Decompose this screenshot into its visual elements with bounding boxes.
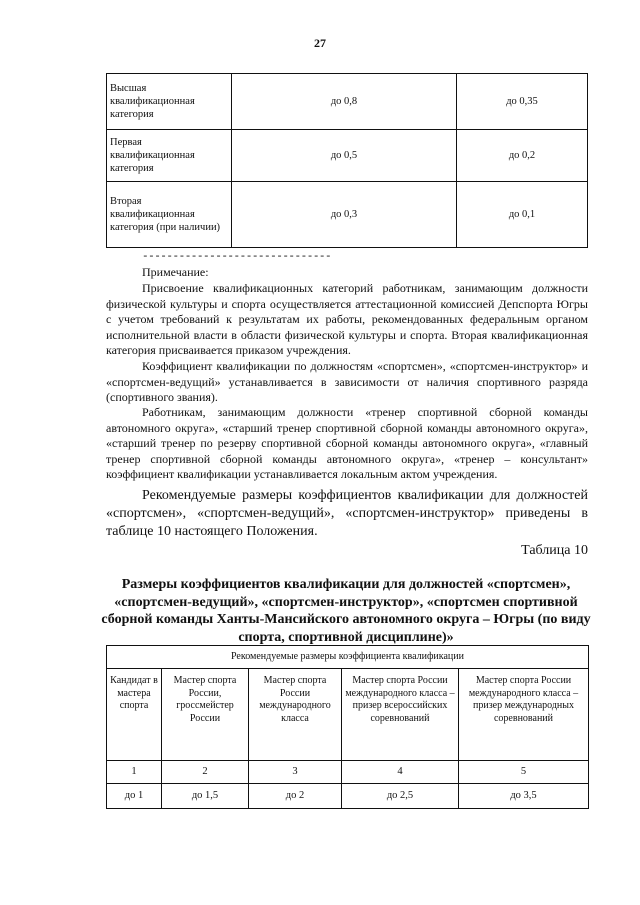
table-caption: Размеры коэффициентов квалификации для должностей «спортсмен», «спортсмен-ведущий», «спортсмен-инструктор», «спортсмен спортивной сборной команды Ханты-Мансийского автономного округа – Югры (по виду спорта, спортивной дисциплине)» (101, 577, 591, 645)
column-title: Мастер спорта России международного класса (249, 669, 342, 761)
column-title: Мастер спорта России международного класса – призер международных соревнований (459, 669, 589, 761)
table-row (107, 761, 589, 784)
coefficient-value: до 0,1 (457, 182, 588, 248)
note-heading: Примечание: (142, 265, 209, 279)
column-title: Мастер спорта России международного класса – призер всероссийских соревнований (342, 669, 459, 761)
category-label: Высшая квалификационная категория (107, 74, 232, 130)
column-title: Мастер спорта России, гроссмейстер России (162, 669, 249, 761)
column-number: 5 (459, 761, 589, 784)
coefficient-value: до 1 (107, 784, 162, 809)
coefficient-value: до 2 (249, 784, 342, 809)
table-header: Рекомендуемые размеры коэффициента квалификации (107, 646, 589, 669)
column-number: 4 (342, 761, 459, 784)
coefficient-value: до 3,5 (459, 784, 589, 809)
qualification-category-table (106, 73, 588, 248)
coefficient-value: до 0,35 (457, 74, 588, 130)
column-title: Кандидат в мастера спорта (107, 669, 162, 761)
table-row (107, 74, 588, 130)
coefficient-value: до 0,5 (232, 130, 457, 182)
coefficient-value: до 0,3 (232, 182, 457, 248)
table-row (107, 182, 588, 248)
table-label: Таблица 10 (521, 543, 588, 558)
body-paragraph: Рекомендуемые размеры коэффициентов квалификации для должностей «спортсмен», «спортсмен-ведущий», «спортсмен-инструктор» приведены в таблице 10 настоящего Положения. (106, 488, 588, 539)
column-number: 1 (107, 761, 162, 784)
page-number: 27 (314, 36, 326, 50)
table-row (107, 130, 588, 182)
note-paragraph: Коэффициент квалификации по должностям «спортсмен», «спортсмен-инструктор» и «спортсмен-ведущий» устанавливается в зависимости от наличия спортивного разряда (спортивного звания). (106, 359, 588, 404)
table-header-row (107, 646, 589, 669)
table-row (107, 669, 589, 761)
coefficient-value: до 2,5 (342, 784, 459, 809)
note-paragraph: Работникам, занимающим должности «тренер спортивной сборной команды автономного округа», «старший тренер спортивной сборной команды автономного округа», «старший тренер по резерву спортивной сборной команды автономного округа», «главный тренер спортивной сборной команды автономного округа», «тренер – консультант» коэффициент квалификации устанавливается локальным актом учреждения. (106, 405, 588, 481)
note-paragraph: Присвоение квалификационных категорий работникам, занимающим должности физической культуры и спорта осуществляется аттестационной комиссией Депспорта Югры с учетом требований к результатам их работы, рекомендованных федеральным органом исполнительной власти в области физической культуры и спорта. Вторая квалификационная категория присваивается приказом учреждения. (106, 281, 588, 357)
coefficient-value: до 0,8 (232, 74, 457, 130)
column-number: 2 (162, 761, 249, 784)
table-row (107, 784, 589, 809)
note-separator: ------------------------------- (142, 251, 332, 263)
coefficient-value: до 0,2 (457, 130, 588, 182)
category-label: Первая квалификационная категория (107, 130, 232, 182)
category-label: Вторая квалификационная категория (при наличии) (107, 182, 232, 248)
coefficient-table-10 (106, 645, 589, 809)
column-number: 3 (249, 761, 342, 784)
coefficient-value: до 1,5 (162, 784, 249, 809)
